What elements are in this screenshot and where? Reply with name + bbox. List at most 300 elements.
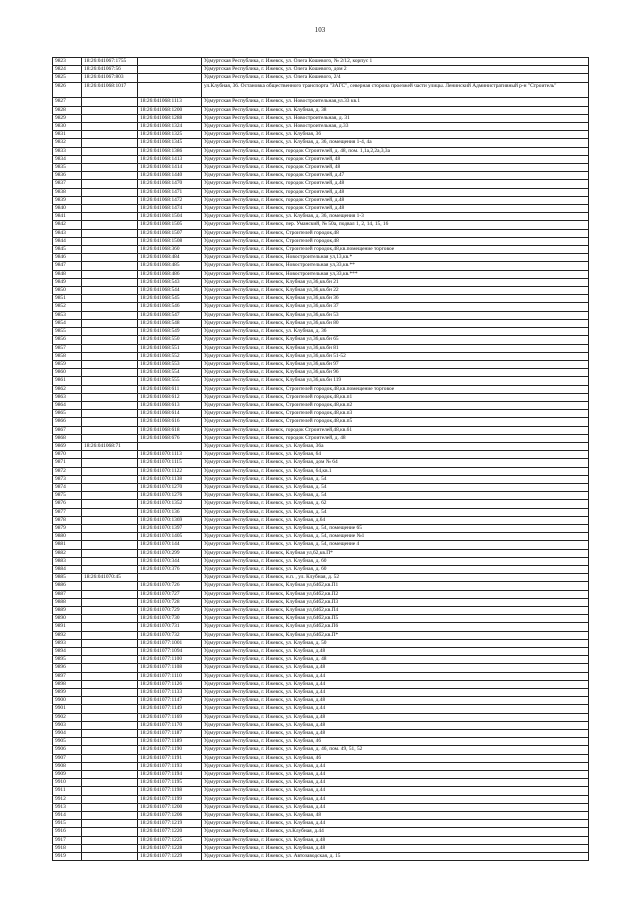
row-number-cell: 9896 [53,664,82,672]
row-number-cell: 9829 [53,114,82,122]
cadastral-number-cell [82,639,138,647]
cadastral-number-cell [82,262,138,270]
address-cell: Удмуртская Республика, г. Ижевск, ул. Клубная, д. 54, помещение №1 [202,533,589,541]
object-cadastral-number-cell [138,442,202,450]
object-cadastral-number-cell: 18:26:041068:550 [138,336,202,344]
row-number-cell: 9897 [53,672,82,680]
row-number-cell: 9871 [53,459,82,467]
table-row [53,557,589,565]
cadastral-number-cell [82,844,138,852]
row-number-cell: 9886 [53,582,82,590]
address-cell: Удмуртская Республика, г. Ижевск, ул. Клубная, д.44 [202,705,589,713]
table-row [53,287,589,295]
table-row [53,114,589,122]
cadastral-number-cell [82,524,138,532]
table-row [53,246,589,254]
cadastral-number-cell [82,426,138,434]
cadastral-number-cell: 18:26:041070:45 [82,574,138,582]
object-cadastral-number-cell: 18:26:041068:1345 [138,139,202,147]
row-number-cell: 9854 [53,319,82,327]
address-cell: Удмуртская Республика, г. Ижевск, ул. Клубная, 64,кв.1 [202,467,589,475]
cadastral-number-cell [82,369,138,377]
object-cadastral-number-cell: 18:26:041068:1113 [138,98,202,106]
object-cadastral-number-cell: 18:26:041068:1386 [138,147,202,155]
object-cadastral-number-cell: 18:26:041068:1474 [138,205,202,213]
address-cell: Удмуртская Республика, г. Ижевск, Новостроительная ул,33,кв.*** [202,270,589,278]
address-cell: Удмуртская Республика, г. Ижевск, ул. Клубная, д. 62 [202,500,589,508]
table-row [53,311,589,319]
object-cadastral-number-cell: 18:26:041070:726 [138,582,202,590]
address-cell: Удмуртская Республика, г. Ижевск, Строителей городок,48 [202,229,589,237]
row-number-cell: 9915 [53,820,82,828]
object-cadastral-number-cell: 18:26:041068:551 [138,344,202,352]
address-cell: Удмуртская Республика, г. Ижевск, ул. Клубная, д. 54 [202,475,589,483]
object-cadastral-number-cell: 18:26:041068:1288 [138,114,202,122]
row-number-cell: 9878 [53,516,82,524]
row-number-cell: 9880 [53,533,82,541]
address-cell: Удмуртская Республика, г. Ижевск, ул. Клубная, дом № 64 [202,459,589,467]
address-cell: Удмуртская Республика, г. Ижевск, ул.Клубная, д.44 [202,828,589,836]
row-number-cell: 9830 [53,123,82,131]
cadastral-number-cell [82,319,138,327]
row-number-cell: 9919 [53,853,82,861]
address-cell: Удмуртская Республика, г. Ижевск, ул. Клубная, д. 54, помещение 4 [202,541,589,549]
address-cell: Удмуртская Республика, г. Ижевск, городок Строителей, д.47 [202,172,589,180]
object-cadastral-number-cell: 18:26:041070:144 [138,541,202,549]
row-number-cell: 9834 [53,155,82,163]
address-cell: ул.Клубная, 36. Остановка общественного транспорта "ЗАГС", северная сторона проезжей части улицы. Ленинский Административный р-н "Строитель" [202,82,589,98]
table-row [53,533,589,541]
object-cadastral-number-cell: 18:26:041068:545 [138,295,202,303]
row-number-cell: 9889 [53,607,82,615]
table-row [53,648,589,656]
cadastral-number-cell [82,410,138,418]
page-number: 103 [314,26,326,34]
address-cell: Удмуртская Республика, г. Ижевск, ул. Клубная, д.44 [202,787,589,795]
object-cadastral-number-cell: 18:26:041068:1325 [138,131,202,139]
cadastral-number-cell [82,779,138,787]
cadastral-number-cell [82,418,138,426]
object-cadastral-number-cell: 18:26:041068:547 [138,311,202,319]
cadastral-number-cell: 18:26:041067:803 [82,74,138,82]
row-number-cell: 9833 [53,147,82,155]
object-cadastral-number-cell: 18:26:041068:1414 [138,164,202,172]
address-cell: Удмуртская Республика, г. Ижевск, ул. Клубная, д. 54, помещение 65 [202,524,589,532]
address-cell: Удмуртская Республика, г. Ижевск, Клубная ул,36,кв.бн 51-52 [202,352,589,360]
row-number-cell: 9859 [53,360,82,368]
object-cadastral-number-cell: 18:26:041068:614 [138,410,202,418]
table-row [53,754,589,762]
table-row [53,328,589,336]
address-cell: Удмуртская Республика, г. Ижевск, ул. Олега Кошевого, 2/4 [202,74,589,82]
cadastral-number-cell: 18:26:041067:56 [82,66,138,74]
table-row [53,713,589,721]
table-row [53,680,589,688]
table-row [53,213,589,221]
object-cadastral-number-cell: 18:26:041070:1397 [138,524,202,532]
table-row [53,442,589,450]
row-number-cell: 9850 [53,287,82,295]
cadastral-number-cell [82,721,138,729]
row-number-cell: 9832 [53,139,82,147]
table-row [53,66,589,74]
table-row [53,738,589,746]
cadastral-number-cell [82,648,138,656]
cadastral-number-cell [82,98,138,106]
registry-table [52,57,589,861]
cadastral-number-cell [82,459,138,467]
table-row [53,369,589,377]
table-row [53,139,589,147]
object-cadastral-number-cell: 18:26:041077:1200 [138,803,202,811]
row-number-cell: 9908 [53,762,82,770]
row-number-cell: 9857 [53,344,82,352]
address-cell: Удмуртская Республика, г. Ижевск, ул. Клубная, д.48 [202,697,589,705]
row-number-cell: 9842 [53,221,82,229]
table-row [53,352,589,360]
table-row [53,656,589,664]
row-number-cell: 9916 [53,828,82,836]
row-number-cell: 9907 [53,754,82,762]
table-row [53,483,589,491]
cadastral-number-cell [82,434,138,442]
table-row [53,844,589,852]
cadastral-number-cell [82,401,138,409]
address-cell: Удмуртская Республика, г. Ижевск, городок Строителей, д.48 [202,205,589,213]
table-row [53,524,589,532]
address-cell: Удмуртская Республика, г. Ижевск, ул. Клубная, д.44 [202,689,589,697]
address-cell: Удмуртская Республика, г. Ижевск, ул. Клубная, д. 54 [202,492,589,500]
row-number-cell: 9852 [53,303,82,311]
cadastral-number-cell [82,853,138,861]
address-cell: Удмуртская Республика, г. Ижевск, ул. Клубная, 46 [202,754,589,762]
object-cadastral-number-cell: 18:26:041070:376 [138,565,202,573]
table-row [53,631,589,639]
cadastral-number-cell [82,565,138,573]
object-cadastral-number-cell: 18:26:041068:485 [138,262,202,270]
table-row [53,705,589,713]
row-number-cell: 9838 [53,188,82,196]
cadastral-number-cell [82,287,138,295]
address-cell: Удмуртская Республика, г. Ижевск, ул. Клубная, д.48 [202,648,589,656]
cadastral-number-cell [82,155,138,163]
cadastral-number-cell [82,385,138,393]
object-cadastral-number-cell: 18:26:041070:732 [138,631,202,639]
address-cell: Удмуртская Республика, г. Ижевск, городок Строителей, д.48 [202,196,589,204]
table-row [53,278,589,286]
object-cadastral-number-cell: 18:26:041077:1206 [138,812,202,820]
table-row [53,771,589,779]
cadastral-number-cell [82,615,138,623]
table-row [53,188,589,196]
row-number-cell: 9856 [53,336,82,344]
object-cadastral-number-cell: 18:26:041077:1147 [138,697,202,705]
cadastral-number-cell [82,139,138,147]
cadastral-number-cell [82,492,138,500]
table-row [53,615,589,623]
address-cell: Удмуртская Республика, г. Ижевск, Клубная ул,36,кв.бн 81 [202,344,589,352]
address-cell: Удмуртская Республика, г. Ижевск, ул. Олега Кошевого, № 2/12, корпус 1 [202,58,589,66]
table-row [53,82,589,98]
table-row [53,607,589,615]
address-cell: Удмуртская Республика, г. Ижевск, ул. Клубная, д.48 [202,664,589,672]
table-row [53,475,589,483]
address-cell: Удмуртская Республика, г. Ижевск, Клубная ул,64б2,кв.П1 [202,582,589,590]
table-row [53,106,589,114]
address-cell: Удмуртская Республика, г. Ижевск, Новостроительная ул,13,кв.* [202,254,589,262]
object-cadastral-number-cell: 18:26:041077:1225 [138,836,202,844]
cadastral-number-cell [82,500,138,508]
row-number-cell: 9840 [53,205,82,213]
object-cadastral-number-cell: 18:26:041070:1276 [138,492,202,500]
row-number-cell: 9912 [53,795,82,803]
cadastral-number-cell [82,590,138,598]
address-cell: Удмуртская Республика, г. Ижевск, Клубная ул,36,кв.бн 37 [202,303,589,311]
address-cell: Удмуртская Республика, г. Ижевск, пер. Уманский, № 50а, подвал 1, 2, 14, 15, 16 [202,221,589,229]
object-cadastral-number-cell: 18:26:041077:1193 [138,762,202,770]
object-cadastral-number-cell: 18:26:041077:1110 [138,672,202,680]
row-number-cell: 9890 [53,615,82,623]
cadastral-number-cell [82,131,138,139]
table-row [53,721,589,729]
cadastral-number-cell [82,730,138,738]
object-cadastral-number-cell: 18:26:041077:1149 [138,705,202,713]
cadastral-number-cell [82,475,138,483]
row-number-cell: 9849 [53,278,82,286]
cadastral-number-cell [82,246,138,254]
registry-body [53,58,589,861]
address-cell: Удмуртская Республика, г. Ижевск, ул. Клубная, 46 [202,738,589,746]
object-cadastral-number-cell: 18:26:041068:613 [138,401,202,409]
address-cell: Удмуртская Республика, г. Ижевск, Клубная ул,36,кв.бн 65 [202,336,589,344]
table-row [53,467,589,475]
object-cadastral-number-cell: 18:26:041070:1405 [138,533,202,541]
object-cadastral-number-cell: 18:26:041077:1169 [138,713,202,721]
cadastral-number-cell [82,754,138,762]
object-cadastral-number-cell: 18:26:041070:727 [138,590,202,598]
address-cell: Удмуртская Республика, г. Ижевск, городок Строителей,48,кв.61 [202,426,589,434]
table-row [53,295,589,303]
address-cell: Удмуртская Республика, г. Ижевск, Клубная ул,62,кв.П* [202,549,589,557]
row-number-cell: 9837 [53,180,82,188]
row-number-cell: 9846 [53,254,82,262]
row-number-cell: 9870 [53,451,82,459]
row-number-cell: 9893 [53,639,82,647]
address-cell: Удмуртская Республика, г. Ижевск, Строителей городок,48 [202,237,589,245]
address-cell: Удмуртская Республика, г. Ижевск, ул. Клубная, д.48 [202,721,589,729]
table-row [53,221,589,229]
address-cell: Удмуртская Республика, г. Ижевск, ул. Клубная, д.48 [202,836,589,844]
row-number-cell: 9875 [53,492,82,500]
table-row [53,270,589,278]
object-cadastral-number-cell: 18:26:041068:676 [138,434,202,442]
table-row [53,410,589,418]
address-cell: Удмуртская Республика, г. Ижевск, ул. Клубная, д. 60 [202,557,589,565]
object-cadastral-number-cell: 18:26:041068:618 [138,426,202,434]
object-cadastral-number-cell: 18:26:041070:729 [138,607,202,615]
table-row [53,853,589,861]
cadastral-number-cell [82,467,138,475]
row-number-cell: 9898 [53,680,82,688]
row-number-cell: 9865 [53,410,82,418]
address-cell: Удмуртская Республика, г. Ижевск, Клубная ул,64б2,кв.П4 [202,607,589,615]
address-cell: Удмуртская Республика, г. Ижевск, Клубная ул,36,кв.бн 21 [202,278,589,286]
table-row [53,401,589,409]
row-number-cell: 9901 [53,705,82,713]
cadastral-number-cell [82,664,138,672]
cadastral-number-cell [82,483,138,491]
table-row [53,803,589,811]
row-number-cell: 9918 [53,844,82,852]
cadastral-number-cell [82,147,138,155]
cadastral-number-cell [82,820,138,828]
cadastral-number-cell [82,705,138,713]
table-row [53,319,589,327]
cadastral-number-cell [82,237,138,245]
object-cadastral-number-cell: 18:26:041068:360 [138,246,202,254]
table-row [53,344,589,352]
address-cell: Удмуртская Республика, г. Ижевск, ул. Клубная, д.44 [202,779,589,787]
cadastral-number-cell [82,533,138,541]
object-cadastral-number-cell: 18:26:041068:486 [138,270,202,278]
row-number-cell: 9853 [53,311,82,319]
cadastral-number-cell [82,270,138,278]
cadastral-number-cell [82,196,138,204]
table-row [53,303,589,311]
cadastral-number-cell [82,680,138,688]
object-cadastral-number-cell: 18:26:041068:555 [138,377,202,385]
object-cadastral-number-cell: 18:26:041068:1413 [138,155,202,163]
cadastral-number-cell [82,541,138,549]
cadastral-number-cell [82,828,138,836]
object-cadastral-number-cell: 18:26:041068:1440 [138,172,202,180]
cadastral-number-cell [82,188,138,196]
address-cell: Удмуртская Республика, г. Ижевск, ул. Клубная, д.44 [202,820,589,828]
address-cell: Удмуртская Республика, г. Ижевск, Строителей городок,48,кв.п2 [202,401,589,409]
object-cadastral-number-cell: 18:26:041070:731 [138,623,202,631]
table-row [53,516,589,524]
row-number-cell: 9876 [53,500,82,508]
table-row [53,820,589,828]
table-row [53,147,589,155]
row-number-cell: 9903 [53,721,82,729]
table-row [53,787,589,795]
object-cadastral-number-cell: 18:26:041077:1195 [138,779,202,787]
cadastral-number-cell [82,221,138,229]
row-number-cell: 9868 [53,434,82,442]
row-number-cell: 9861 [53,377,82,385]
row-number-cell: 9843 [53,229,82,237]
row-number-cell: 9864 [53,401,82,409]
address-cell: Удмуртская Республика, г. Ижевск, ул. Клубная, д. 50 [202,639,589,647]
address-cell: Удмуртская Республика, г. Ижевск, ул. Новостроительная,ул.33 кв.1 [202,98,589,106]
address-cell: Удмуртская Республика, г. Ижевск, городок Строителей, 48 [202,164,589,172]
table-row [53,492,589,500]
table-row [53,180,589,188]
row-number-cell: 9841 [53,213,82,221]
table-row [53,459,589,467]
row-number-cell: 9828 [53,106,82,114]
table-row [53,549,589,557]
object-cadastral-number-cell: 18:26:041077:1198 [138,787,202,795]
cadastral-number-cell [82,623,138,631]
row-number-cell: 9885 [53,574,82,582]
object-cadastral-number-cell: 18:26:041077:1001 [138,639,202,647]
address-cell: Удмуртская Республика, г. Ижевск, Строителей городок,48,кв.помещение торговое [202,246,589,254]
table-row [53,237,589,245]
table-row [53,254,589,262]
cadastral-number-cell [82,213,138,221]
cadastral-number-cell [82,106,138,114]
cadastral-number-cell [82,607,138,615]
table-row [53,58,589,66]
cadastral-number-cell [82,360,138,368]
row-number-cell: 9882 [53,549,82,557]
row-number-cell: 9873 [53,475,82,483]
address-cell: Удмуртская Республика, г. Ижевск, Клубная ул,64б2,кв.П* [202,631,589,639]
object-cadastral-number-cell: 18:26:041077:1194 [138,771,202,779]
row-number-cell: 9863 [53,393,82,401]
cadastral-number-cell [82,205,138,213]
address-cell: Удмуртская Республика, г. Ижевск, ул. Новостроительная, д. 31 [202,114,589,122]
address-cell: Удмуртская Республика, г. Ижевск, ул. Клубная, д. 60 [202,565,589,573]
cadastral-number-cell [82,172,138,180]
object-cadastral-number-cell: 18:26:041077:1228 [138,844,202,852]
table-row [53,836,589,844]
address-cell: Удмуртская Республика, г. Ижевск, ул. Клубная, д.44 [202,795,589,803]
cadastral-number-cell [82,451,138,459]
table-row [53,574,589,582]
cadastral-number-cell [82,352,138,360]
object-cadastral-number-cell: 18:26:041070:730 [138,615,202,623]
table-row [53,98,589,106]
table-row [53,451,589,459]
object-cadastral-number-cell: 18:26:041077:1189 [138,738,202,746]
object-cadastral-number-cell [138,82,202,98]
address-cell: Удмуртская Республика, г. Ижевск, н.п. , ул. Клубная, д. 52 [202,574,589,582]
cadastral-number-cell [82,738,138,746]
cadastral-number-cell [82,377,138,385]
address-cell: Удмуртская Республика, г. Ижевск, ул. Клубная, д.44 [202,803,589,811]
object-cadastral-number-cell: 18:26:041068:548 [138,319,202,327]
row-number-cell: 9884 [53,565,82,573]
table-row [53,746,589,754]
address-cell: Удмуртская Республика, г. Ижевск, Клубная ул,36,кв.бн 96 [202,369,589,377]
address-cell: Удмуртская Республика, г. Ижевск, городок Строителей, д.48 [202,180,589,188]
address-cell: Удмуртская Республика, г. Ижевск, ул. Клубная, д.44 [202,771,589,779]
address-cell: Удмуртская Республика, г. Ижевск, ул. Клубная, д.44 [202,762,589,770]
address-cell: Удмуртская Республика, г. Ижевск, Клубная ул,64б2,кв.П2 [202,590,589,598]
table-row [53,500,589,508]
row-number-cell: 9826 [53,82,82,98]
table-row [53,598,589,606]
table-row [53,590,589,598]
object-cadastral-number-cell: 18:26:041070:1369 [138,516,202,524]
table-row [53,229,589,237]
object-cadastral-number-cell: 18:26:041068:554 [138,369,202,377]
address-cell: Удмуртская Республика, г. Ижевск, Клубная ул,36,кв.бн 119 [202,377,589,385]
cadastral-number-cell [82,812,138,820]
cadastral-number-cell [82,516,138,524]
address-cell: Удмуртская Республика, г. Ижевск, ул. Клубная, д.44 [202,672,589,680]
table-row [53,828,589,836]
address-cell: Удмуртская Республика, г. Ижевск, ул. Клубная, 36 [202,131,589,139]
address-cell: Удмуртская Республика, г. Ижевск, городок Строителей, д.48 [202,188,589,196]
row-number-cell: 9887 [53,590,82,598]
address-cell: Удмуртская Республика, г. Ижевск, ул. Олега Кошевого, дом 2 [202,66,589,74]
table-row [53,779,589,787]
object-cadastral-number-cell: 18:26:041077:1191 [138,754,202,762]
